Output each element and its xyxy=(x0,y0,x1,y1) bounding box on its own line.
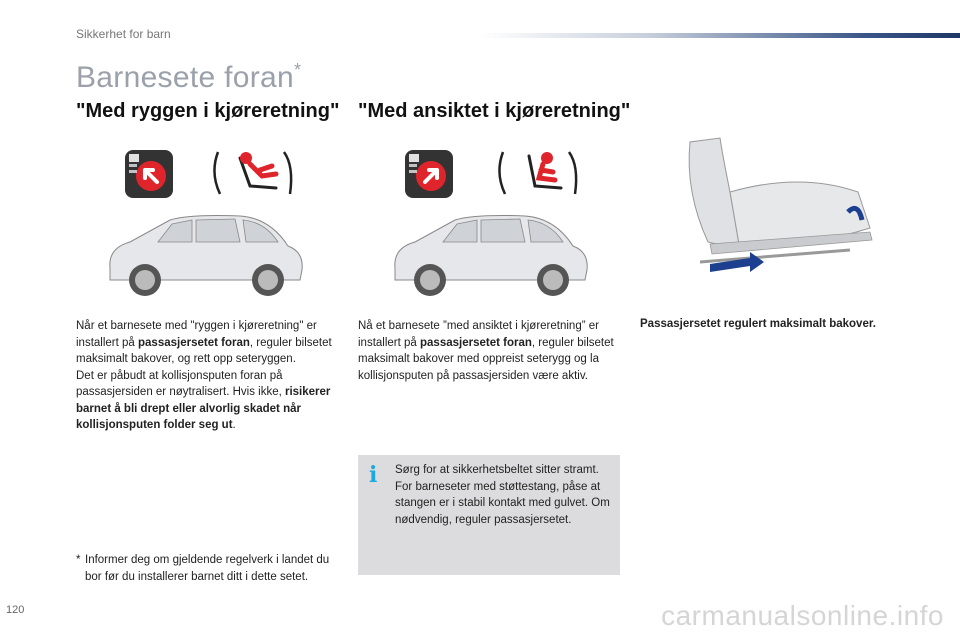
footnote xyxy=(76,552,338,585)
rear-facing-heading: "Med ryggen i kjøreretning" xyxy=(76,100,340,122)
info-text: Sørg for at sikkerhetsbeltet sitter stramt. For barneseter med støttestang, påse at stangen er i stabil kontakt med gulvet. Om nødvendig, reguler passasjersetet. xyxy=(395,464,610,526)
rear-facing-text-3: Det er påbudt at kollisjonsputen foran på passasjersiden er nøytralisert. Hvis ikke, xyxy=(76,369,285,398)
rear-facing-text-2: , reguler bilsetet maksimalt bakover, og rett opp seteryggen. xyxy=(76,336,332,365)
page-title xyxy=(76,60,301,95)
airbag-on-badge-icon xyxy=(405,150,453,198)
rear-facing-warning: risikerer barnet å bli drept eller alvorlig skadet når kollisjonsputen folder seg ut xyxy=(76,386,331,431)
rear-facing-text-1: Når et barnesete med "ryggen i kjøreretning" er installert på xyxy=(76,320,317,349)
page-title-mark: * xyxy=(293,60,302,80)
header-bar xyxy=(480,33,960,38)
rear-facing-paragraph xyxy=(76,318,338,434)
seat-caption: Passasjersetet regulert maksimalt bakover. xyxy=(640,318,876,330)
car-side-view-mid xyxy=(385,208,595,305)
footnote-text: Informer deg om gjeldende regelverk i landet du bor før du installerer barnet ditt i dette setet. xyxy=(85,554,330,583)
forward-facing-paragraph xyxy=(358,318,620,384)
airbag-off-badge-icon xyxy=(125,150,173,198)
forward-facing-bold: passasjersetet foran xyxy=(420,336,532,349)
footnote-mark: * xyxy=(76,554,81,566)
page-number: 120 xyxy=(6,604,25,616)
forward-facing-text-1: Nå et barnesete ”med ansiktet i kjøreretning” er installert på xyxy=(358,320,599,349)
watermark: carmanualsonline.info xyxy=(661,600,944,631)
rear-facing-text-4: . xyxy=(232,419,236,431)
forward-facing-child-seat-icon xyxy=(495,148,585,203)
forward-facing-heading: "Med ansiktet i kjøreretning" xyxy=(358,100,631,122)
forward-facing-text-2: , reguler bilsetet maksimalt bakover med oppreist seterygg og la kollisjonsputen på passasjersiden være aktiv. xyxy=(358,336,614,382)
car-side-view-left xyxy=(100,208,310,305)
rear-facing-child-seat-icon xyxy=(210,148,300,203)
seat-adjustment-illustration xyxy=(680,132,880,287)
info-icon: i xyxy=(369,462,378,488)
section-label: Sikkerhet for barn xyxy=(76,27,171,41)
rear-facing-bold-1: passasjersetet foran xyxy=(138,336,250,349)
page-title-text: Barnesete foran xyxy=(76,61,294,94)
